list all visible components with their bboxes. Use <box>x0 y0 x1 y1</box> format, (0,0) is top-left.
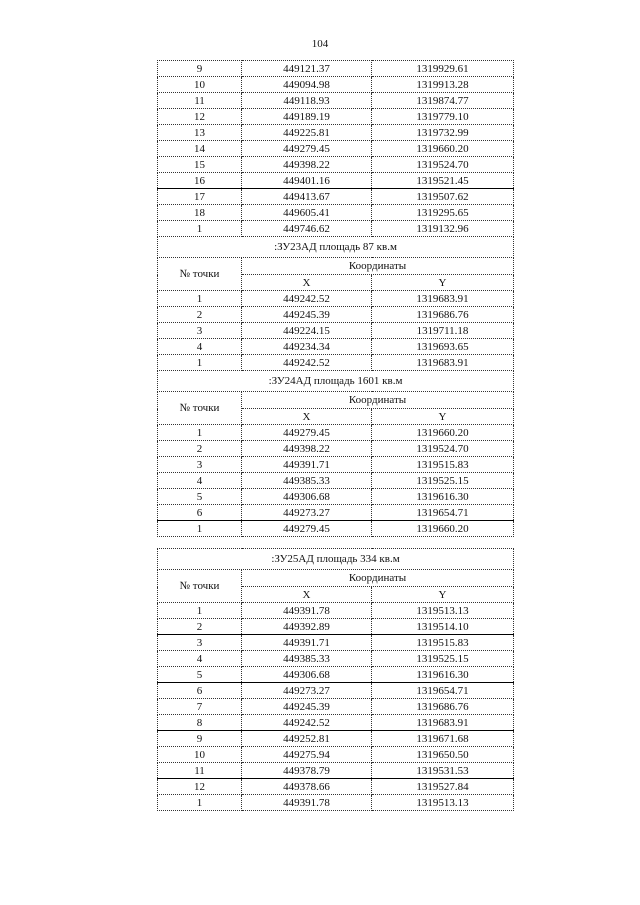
section-title-row <box>158 549 514 570</box>
table-row: 11 449378.79 1319531.53 <box>158 763 514 779</box>
table-row: 4 449385.33 1319525.15 <box>158 473 514 489</box>
section-title-row <box>158 371 514 392</box>
table-row: 5 449306.68 1319616.30 <box>158 489 514 505</box>
header-row <box>158 570 514 587</box>
x-header: X <box>242 275 372 291</box>
x-header: X <box>242 587 372 603</box>
point-number-header: № точки <box>158 392 242 425</box>
table-row: 1 449242.52 1319683.91 <box>158 291 514 307</box>
table-row: 3 449391.71 1319515.83 <box>158 635 514 651</box>
table-row: 6 449273.27 1319654.71 <box>158 683 514 699</box>
section-title: :ЗУ23АД площадь 87 кв.м <box>158 237 514 258</box>
table-row: 18 449605.41 1319295.65 <box>158 205 514 221</box>
table-row: 13 449225.81 1319732.99 <box>158 125 514 141</box>
table-row: 4 449385.33 1319525.15 <box>158 651 514 667</box>
table-row: 15 449398.22 1319524.70 <box>158 157 514 173</box>
table-row: 10 449275.94 1319650.50 <box>158 747 514 763</box>
coordinates-header: Координаты <box>242 392 514 409</box>
point-number-header: № точки <box>158 570 242 603</box>
table-row: 3 449391.71 1319515.83 <box>158 457 514 473</box>
point-number-header: № точки <box>158 258 242 291</box>
table-row: 2 449398.22 1319524.70 <box>158 441 514 457</box>
table-row: 9 449252.81 1319671.68 <box>158 731 514 747</box>
table-row: 1 449746.62 1319132.96 <box>158 221 514 237</box>
table-row: 12 449189.19 1319779.10 <box>158 109 514 125</box>
table-row: 1 449279.45 1319660.20 <box>158 425 514 441</box>
y-header: Y <box>372 409 514 425</box>
header-row <box>158 392 514 409</box>
table-row: 1 449242.52 1319683.91 <box>158 355 514 371</box>
x-header: X <box>242 409 372 425</box>
header-row <box>158 258 514 275</box>
table-row: 5 449306.68 1319616.30 <box>158 667 514 683</box>
table-row: 11 449118.93 1319874.77 <box>158 93 514 109</box>
table-row: 1 449391.78 1319513.13 <box>158 603 514 619</box>
table-row: 8 449242.52 1319683.91 <box>158 715 514 731</box>
coordinates-table-zu25 <box>157 548 514 811</box>
table-row: 17 449413.67 1319507.62 <box>158 189 514 205</box>
table-row: 9 449121.37 1319929.61 <box>158 61 514 77</box>
table-row: 6 449273.27 1319654.71 <box>158 505 514 521</box>
section-title: :ЗУ25АД площадь 334 кв.м <box>158 549 514 570</box>
table-row: 2 449392.89 1319514.10 <box>158 619 514 635</box>
y-header: Y <box>372 587 514 603</box>
table-row: 3 449224.15 1319711.18 <box>158 323 514 339</box>
coordinates-header: Координаты <box>242 258 514 275</box>
section-title-row <box>158 237 514 258</box>
table-row: 12 449378.66 1319527.84 <box>158 779 514 795</box>
table-row: 7 449245.39 1319686.76 <box>158 699 514 715</box>
table-row: 14 449279.45 1319660.20 <box>158 141 514 157</box>
table-row: 1 449279.45 1319660.20 <box>158 521 514 537</box>
section-title: :ЗУ24АД площадь 1601 кв.м <box>158 371 514 392</box>
table-row: 4 449234.34 1319693.65 <box>158 339 514 355</box>
y-header: Y <box>372 275 514 291</box>
page-number: 104 <box>311 38 329 50</box>
coordinates-header: Координаты <box>242 570 514 587</box>
coordinates-table-upper <box>157 60 514 537</box>
table-row: 16 449401.16 1319521.45 <box>158 173 514 189</box>
table-row: 10 449094.98 1319913.28 <box>158 77 514 93</box>
table-row: 1 449391.78 1319513.13 <box>158 795 514 811</box>
table-row: 2 449245.39 1319686.76 <box>158 307 514 323</box>
